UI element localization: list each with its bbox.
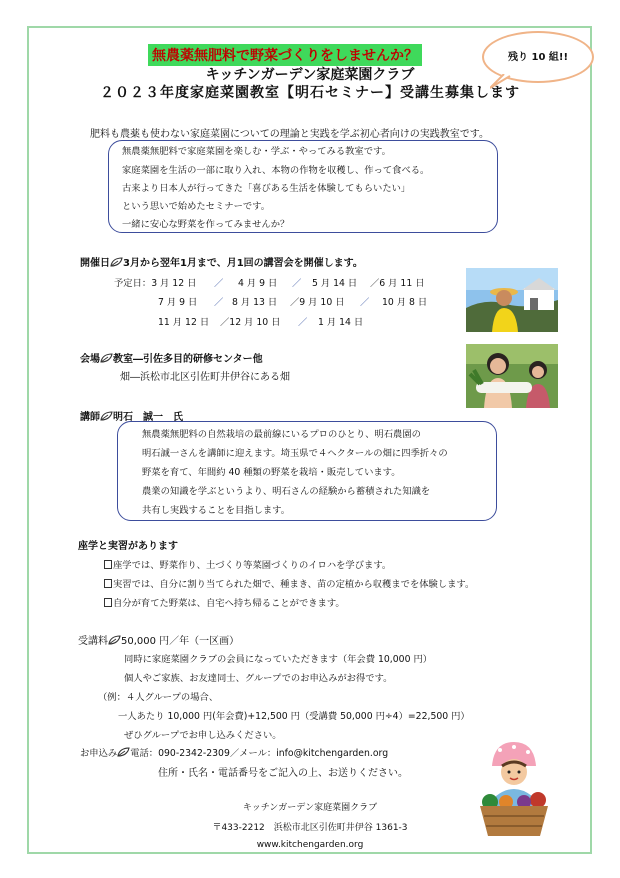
schedule-sep: ／	[292, 278, 302, 289]
apply-label: お申込み	[80, 748, 118, 759]
leaf-icon	[100, 353, 113, 363]
leaf-icon	[100, 411, 113, 421]
intro-line: 家庭菜園を生活の一部に取り入れ、本物の作物を収穫し、作って食べる。	[122, 165, 430, 176]
remaining-badge-text: 残り 10 組!!	[508, 52, 568, 63]
fee-line: （例：４人グループの場合、	[98, 692, 219, 703]
venue-sub: 畑―浜松市北区引佐町井伊谷にある畑	[120, 372, 290, 383]
apply-contact: 電話：090-2342-2309／メール：info@kitchengarden.org	[130, 748, 389, 759]
schedule-date: 1 月 14 日	[318, 317, 364, 328]
schedule-sep: ／	[360, 297, 370, 308]
headline-banner: 無農薬無肥料で野菜づくりをしませんか？	[148, 44, 422, 66]
teacher-line: 無農薬無肥料の自然栽培の最前線にいるプロのひとり、明石農園の	[142, 429, 421, 440]
apply-note: 住所・氏名・電話番号をご記入の上、お送りください。	[158, 768, 408, 779]
practice-item-text: 実習では、自分に割り当てられた畑で、種まき、苗の定植から収穫までを体験します。	[113, 579, 475, 590]
schedule-date: ／12 月 10 日	[220, 317, 281, 328]
practice-heading: 座学と実習があります	[78, 541, 178, 552]
schedule-sep: ／	[298, 317, 308, 328]
schedule-date: 11 月 12 日	[158, 317, 210, 328]
schedule-date: 5 月 14 日	[312, 278, 358, 289]
venue-row	[80, 350, 263, 365]
practice-item-text: 座学では、野菜作り、土づくり等菜園づくりのイロハを学びます。	[113, 560, 392, 571]
fee-amount: 50,000 円／年（一区画）	[121, 636, 240, 647]
schedule-text: 3月から翌年1月まで、月1回の講習会を開催します。	[123, 258, 363, 269]
club-name: キッチンガーデン家庭菜園クラブ	[205, 67, 415, 83]
fee-label: 受講料	[78, 636, 108, 647]
schedule-date: 4 月 9 日	[238, 278, 278, 289]
schedule-label: 開催日	[80, 258, 110, 269]
teacher-line: 明石誠一さんを講師に迎えます。埼玉県で４ヘクタールの畑に四季折々の	[142, 448, 448, 459]
checkbox-icon	[104, 579, 112, 588]
schedule-date: 7 月 9 日	[158, 297, 198, 308]
photo-field-boy	[466, 268, 558, 332]
intro-line: という思いで始めたセミナーです。	[122, 201, 271, 212]
practice-item-text: 自分が育てた野菜は、自宅へ持ち帰ることができます。	[113, 598, 345, 609]
venue-label: 会場	[80, 354, 100, 365]
teacher-line: 共有し実践することを目指します。	[142, 505, 291, 516]
schedule-date: ／9 月 10 日	[290, 297, 345, 308]
teacher-label: 講師	[80, 412, 100, 423]
venue-text: 教室―引佐多目的研修センター他	[113, 354, 263, 365]
teacher-line: 野菜を育て、年間約 40 種類の野菜を栽培・販売しています。	[142, 467, 401, 478]
intro-lead: 肥料も農薬も使わない家庭菜園についての理論と実践を学ぶ初心者向けの実践教室です。	[90, 129, 489, 140]
schedule-row	[80, 254, 363, 269]
leaf-icon	[110, 257, 123, 267]
schedule-date: 8 月 13 日	[232, 297, 278, 308]
schedule-date: 10 月 8 日	[382, 297, 428, 308]
practice-item	[104, 576, 474, 590]
checkbox-icon	[104, 560, 112, 569]
intro-line: 古来より日本人が行ってきた「喜びある生活を体験してもらいたい」	[122, 183, 411, 194]
practice-item	[104, 557, 391, 571]
teacher-line: 農業の知識を学ぶというより、明石さんの経験から蓄積された知識を	[142, 486, 431, 497]
footer-org: キッチンガーデン家庭菜園クラブ	[242, 803, 378, 813]
footer-address: 〒433-2212 浜松市北区引佐町井伊谷 1361-3	[212, 823, 408, 833]
leaf-icon	[108, 635, 121, 645]
speech-bubble-tail-icon	[490, 74, 512, 90]
footer-web[interactable]: www.kitchengarden.org	[256, 840, 364, 850]
intro-line: 一緒に安心な野菜を作ってみませんか？	[122, 219, 290, 230]
checkbox-icon	[104, 598, 112, 607]
schedule-sep: ／	[214, 297, 224, 308]
fee-line: 個人やご家族、お友達同士、グループでのお申込みがお得です。	[124, 673, 393, 684]
intro-line: 無農薬無肥料で家庭菜園を楽しむ・学ぶ・やってみる教室です。	[122, 146, 391, 157]
practice-item	[104, 595, 345, 609]
schedule-date: 予定日：3 月 12 日	[114, 278, 197, 289]
photo-children-radish	[466, 344, 558, 408]
fee-line: 一人あたり 10,000 円(年会費)+12,500 円（受講費 50,000 円÷4）=22,500 円）	[118, 711, 470, 722]
fee-row	[78, 632, 239, 647]
fee-line: 同時に家庭菜園クラブの会員になっていただきます（年会費 10,000 円）	[124, 654, 433, 665]
apply-row	[80, 745, 388, 759]
leaf-icon	[117, 747, 130, 757]
teacher-name: 明石 誠一 氏	[113, 412, 183, 423]
page-title: ２０２３年度家庭菜園教室【明石セミナー】受講生募集します	[100, 85, 520, 101]
schedule-date: ／6 月 11 日	[370, 278, 425, 289]
schedule-sep: ／	[214, 278, 224, 289]
fee-line: ぜひグループでお申し込みください。	[124, 730, 282, 741]
